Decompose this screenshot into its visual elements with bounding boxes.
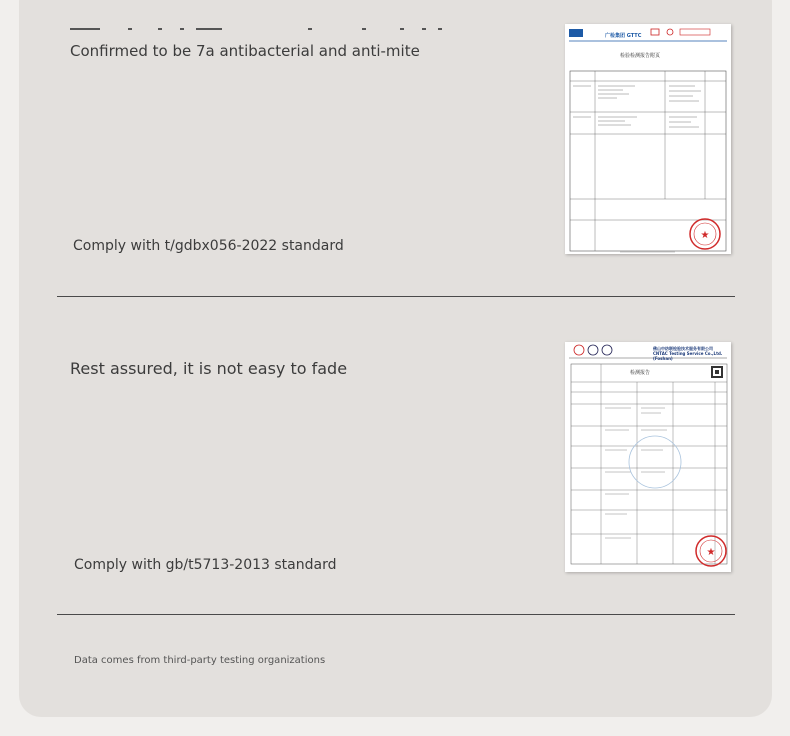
cropped-heading — [70, 20, 450, 30]
footnote: Data comes from third-party testing organizations — [74, 655, 326, 666]
svg-text:★: ★ — [700, 230, 710, 241]
report-2-title: 检测报告 — [630, 370, 651, 376]
section-1-title: Confirmed to be 7a antibacterial and anti-mite — [70, 42, 420, 60]
section-1-standard: Comply with t/gdbx056-2022 standard — [73, 238, 344, 254]
test-report-image-1 — [565, 24, 731, 254]
svg-text:★: ★ — [706, 547, 716, 558]
section-divider-1 — [57, 296, 735, 297]
report-1-logo: 广检集团 GTTC — [605, 33, 642, 39]
section-divider-2 — [57, 614, 735, 615]
section-2-title: Rest assured, it is not easy to fade — [70, 359, 348, 378]
test-report-image-2 — [565, 342, 731, 572]
section-2-standard: Comply with gb/t5713-2013 standard — [74, 557, 337, 573]
report-2-logo: 佛山中纺联检验技术服务有限公司 CNTAC Testing Service Co.,Ltd.(Foshan) — [653, 346, 723, 361]
report-1-title: 检验检测报告附页 — [620, 53, 661, 59]
